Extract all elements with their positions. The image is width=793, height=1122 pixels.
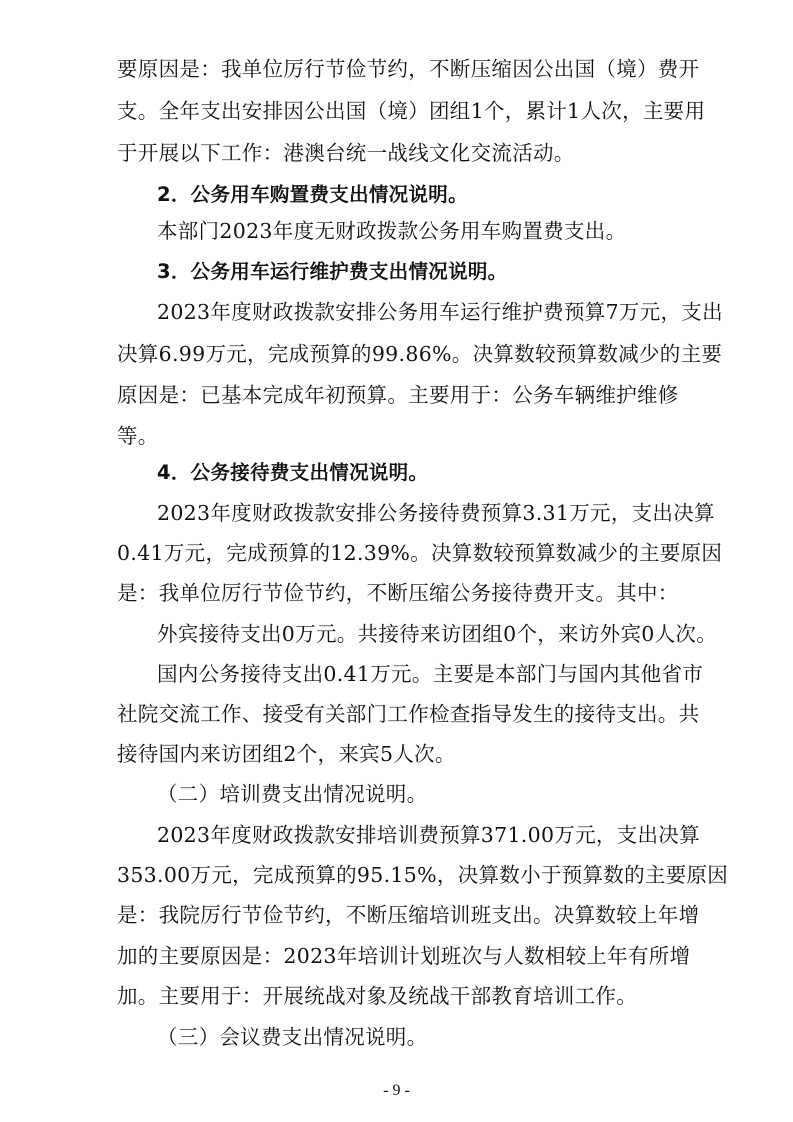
- section-heading: 4．公务接待费支出情况说明。: [157, 461, 429, 484]
- section-heading: 2．公务用车购置费支出情况说明。: [157, 183, 468, 206]
- paragraph-line: 外宾接待支出0万元。共接待来访团组0个，来访外宾0人次。: [157, 622, 718, 646]
- paragraph-line: 本部门2023年度无财政拨款公务用车购置费支出。: [157, 219, 627, 243]
- paragraph-line: 等。: [117, 424, 159, 448]
- section-heading: （三）会议费支出情况说明。: [157, 1025, 428, 1049]
- paragraph-line: 决算6.99万元，完成预算的99.86%。决算数较预算数减少的主要: [117, 342, 723, 366]
- paragraph-line: 于开展以下工作：港澳台统一战线文化交流活动。: [117, 141, 575, 165]
- paragraph-line: 2023年度财政拨款安排公务接待费预算3.31万元，支出决算: [157, 501, 715, 525]
- page-number: - 9 -: [383, 1082, 410, 1099]
- paragraph-line: 加的主要原因是：2023年培训计划班次与人数相较上年有所增: [117, 944, 691, 968]
- paragraph-line: 国内公务接待支出0.41万元。主要是本部门与国内其他省市: [157, 662, 704, 686]
- paragraph-line: 是：我院厉行节俭节约，不断压缩培训班支出。决算数较上年增: [117, 903, 700, 927]
- paragraph-line: 加。主要用于：开展统战对象及统战干部教育培训工作。: [117, 984, 637, 1008]
- paragraph-line: 社院交流工作、接受有关部门工作检查指导发生的接待支出。共: [117, 702, 700, 726]
- paragraph-line: 是：我单位厉行节俭节约，不断压缩公务接待费开支。其中：: [117, 581, 679, 605]
- paragraph-line: 2023年度财政拨款安排公务用车运行维护费预算7万元，支出: [157, 300, 723, 324]
- paragraph-line: 接待国内来访团组2个，来宾5人次。: [117, 742, 456, 766]
- paragraph-line: 原因是：已基本完成年初预算。主要用于：公务车辆维护维修: [117, 383, 679, 407]
- section-heading: （二）培训费支出情况说明。: [157, 782, 428, 806]
- paragraph-line: 0.41万元，完成预算的12.39%。决算数较预算数减少的主要原因: [117, 541, 723, 565]
- paragraph-line: 要原因是：我单位厉行节俭节约，不断压缩因公出国（境）费开: [117, 57, 700, 81]
- paragraph-line: 支。全年支出安排因公出国（境）团组1个，累计1人次，主要用: [117, 99, 706, 123]
- paragraph-line: 2023年度财政拨款安排培训费预算371.00万元，支出决算: [157, 823, 700, 847]
- section-heading: 3．公务用车运行维护费支出情况说明。: [157, 260, 508, 283]
- paragraph-line: 353.00万元，完成预算的95.15%，决算数小于预算数的主要原因: [117, 863, 729, 887]
